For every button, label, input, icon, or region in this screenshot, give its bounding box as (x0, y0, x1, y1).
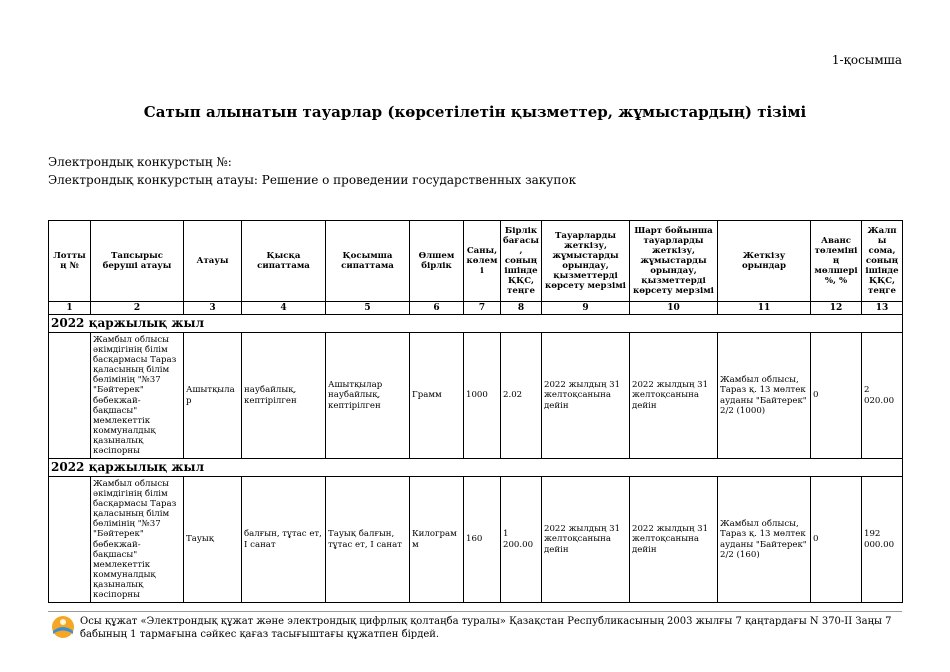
year-group-row (49, 315, 903, 333)
col-header-short-desc: Қысқа сипаттама (242, 221, 326, 302)
cell-short-desc: балғын, тұтас ет, I санат (242, 477, 326, 603)
year-group-label: 2022 қаржылық жыл (49, 459, 903, 477)
cell-extra-desc: Тауық балғын, тұтас ет, I санат (326, 477, 410, 603)
footer-legal-note: Осы құжат «Электрондық құжат және электрондық цифрлық қолтаңба туралы» Қазақстан Республикасының 2003 жылғы 7 қаңтардағы N 370-II Заңы 7 бабының 1 тармағына сәйкес қағаз тасығыштағы құжатпен бірдей. (80, 616, 892, 640)
column-number: 8 (501, 302, 542, 315)
cell-unit-price: 2.02 (501, 333, 542, 459)
cell-unit: Грамм (410, 333, 464, 459)
table-row (49, 477, 903, 603)
col-header-delivery-term: Тауарларды жеткізу, жұмыстарды орындау, қызметтерді көрсету мерзімі (542, 221, 630, 302)
column-number: 10 (630, 302, 718, 315)
col-header-advance: Аванс төлемінің мөлшері %, % (811, 221, 862, 302)
cell-total: 192 000.00 (862, 477, 903, 603)
column-number-row (49, 302, 903, 315)
table-row (49, 333, 903, 459)
col-header-name: Атауы (184, 221, 242, 302)
cell-unit: Килограмм (410, 477, 464, 603)
competition-name-label: Электрондық конкурстың атауы: Решение о проведении государственных закупок (48, 173, 577, 187)
cell-name: Тауық (184, 477, 242, 603)
cell-advance: 0 (811, 477, 862, 603)
col-header-unit: Өлшем бірлік (410, 221, 464, 302)
column-number: 12 (811, 302, 862, 315)
table-header-row (49, 221, 903, 302)
cell-delivery-term: 2022 жылдың 31 желтоқсанына дейін (542, 333, 630, 459)
cell-qty: 160 (464, 477, 501, 603)
cell-customer: Жамбыл облысы әкімдігінің білім басқармасы Тараз қаласының білім бөлімінің "№37 "Бәйтерек" бөбекжай-бақшасы" мемлекеттік коммуналдық қазыналық кәсіпорны (91, 477, 184, 603)
col-header-customer: Тапсырыс беруші атауы (91, 221, 184, 302)
column-number: 9 (542, 302, 630, 315)
cell-extra-desc: Ашытқылар наубайлық, кептірілген (326, 333, 410, 459)
egov-logo-icon (50, 614, 76, 640)
col-header-contract-term: Шарт бойынша тауарларды жеткізу, жұмыстарды орындау, қызметтерді көрсету мерзімі (630, 221, 718, 302)
col-header-qty: Саны, көлемі (464, 221, 501, 302)
cell-customer: Жамбыл облысы әкімдігінің білім басқармасы Тараз қаласының білім бөлімінің "№37 "Бәйтерек" бөбекжай-бақшасы" мемлекеттік коммуналдық қазыналық кәсіпорны (91, 333, 184, 459)
column-number: 11 (718, 302, 811, 315)
col-header-total: Жалпы сома, соның ішінде ҚҚС, теңге (862, 221, 903, 302)
column-number: 1 (49, 302, 91, 315)
col-header-place: Жеткізу орындар (718, 221, 811, 302)
cell-total: 2 020.00 (862, 333, 903, 459)
cell-place: Жамбыл облысы, Тараз қ. 13 мөлтек ауданы "Байтерек" 2/2 (160) (718, 477, 811, 603)
footer-divider (48, 611, 902, 612)
cell-short-desc: наубайлық, кептірілген (242, 333, 326, 459)
column-number: 7 (464, 302, 501, 315)
col-header-lot: Лоттың № (49, 221, 91, 302)
col-header-unit-price: Бірлік бағасы, соның ішінде ҚҚС, теңге (501, 221, 542, 302)
column-number: 5 (326, 302, 410, 315)
cell-lot (49, 333, 91, 459)
page-title: Сатып алынатын тауарлар (көрсетілетін қызметтер, жұмыстардың) тізімі (143, 103, 807, 121)
cell-name: Ашытқылар (184, 333, 242, 459)
cell-unit-price: 1 200.00 (501, 477, 542, 603)
column-number: 4 (242, 302, 326, 315)
cell-contract-term: 2022 жылдың 31 желтоқсанына дейін (630, 477, 718, 603)
annex-label: 1-қосымша (831, 53, 902, 67)
cell-qty: 1000 (464, 333, 501, 459)
year-group-label: 2022 қаржылық жыл (49, 315, 903, 333)
goods-table (48, 220, 903, 603)
cell-lot (49, 477, 91, 603)
column-number: 3 (184, 302, 242, 315)
column-number: 2 (91, 302, 184, 315)
cell-delivery-term: 2022 жылдың 31 желтоқсанына дейін (542, 477, 630, 603)
year-group-row (49, 459, 903, 477)
cell-place: Жамбыл облысы, Тараз қ. 13 мөлтек ауданы "Байтерек" 2/2 (1000) (718, 333, 811, 459)
column-number: 6 (410, 302, 464, 315)
col-header-extra-desc: Қосымша сипаттама (326, 221, 410, 302)
cell-contract-term: 2022 жылдың 31 желтоқсанына дейін (630, 333, 718, 459)
competition-number-label: Электрондық конкурстың №: (48, 155, 232, 169)
cell-advance: 0 (811, 333, 862, 459)
column-number: 13 (862, 302, 903, 315)
